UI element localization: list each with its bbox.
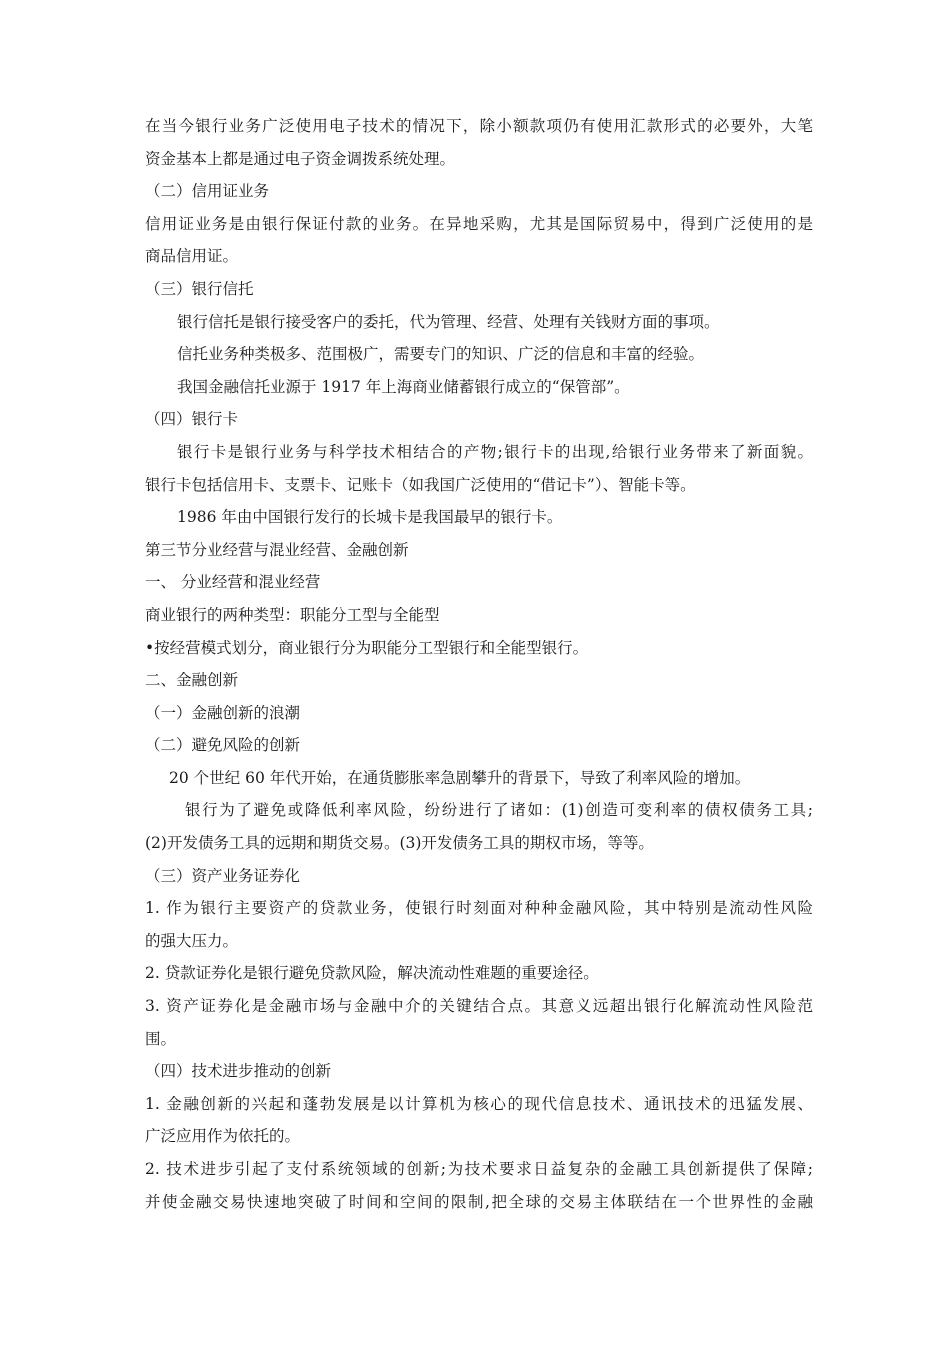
text-line: （三）资产业务证券化 <box>145 866 301 885</box>
text-line: 信托业务种类极多、范围极广，需要专门的知识、广泛的信息和丰富的经验。 <box>177 345 705 364</box>
text-line: 商业银行的两种类型：职能分工型与全能型 <box>145 605 440 624</box>
text-line: （二）信用证业务 <box>145 182 270 201</box>
text-line: (2)开发债务工具的远期和期货交易。(3)开发债务工具的期权市场，等等。 <box>145 834 654 853</box>
text-line: 银行信托是银行接受客户的委托，代为管理、经营、处理有关钱财方面的事项。 <box>177 312 720 331</box>
text-line: （一）金融创新的浪潮 <box>145 703 301 722</box>
text-line: 并使金融交易快速地突破了时间和空间的限制,把全球的交易主体联结在一个世界性的金融 <box>145 1192 813 1211</box>
text-line: （四）技术进步推动的创新 <box>145 1062 332 1081</box>
text-line: 1. 作为银行主要资产的贷款业务，使银行时刻面对种种金融风险，其中特别是流动性风险 <box>145 899 813 918</box>
text-line: 在当今银行业务广泛使用电子技术的情况下，除小额款项仍有使用汇款形式的必要外，大笔 <box>145 117 813 135</box>
text-line: 第三节分业经营与混业经营、金融创新 <box>145 540 409 559</box>
text-line: 广泛应用作为依托的。 <box>145 1127 301 1146</box>
text-line: 信用证业务是由银行保证付款的业务。在异地采购，尤其是国际贸易中，得到广泛使用的是 <box>145 214 813 233</box>
text-line: 围。 <box>145 1029 177 1048</box>
text-line: 银行为了避免或降低利率风险，纷纷进行了诸如：(1)创造可变利率的债权债务工具; <box>185 801 813 820</box>
text-line: （四）银行卡 <box>145 410 239 429</box>
text-line: 商品信用证。 <box>145 247 239 266</box>
text-line: 资金基本上都是通过电子资金调拨系统处理。 <box>145 149 456 168</box>
text-line: 20 个世纪 60 年代开始，在通货膨胀率急剧攀升的背景下，导致了利率风险的增加。 <box>169 768 751 787</box>
text-line: 2. 贷款证券化是银行避免贷款风险，解决流动性难题的重要途径。 <box>145 964 599 983</box>
text-line: 3. 资产证券化是金融市场与金融中介的关键结合点。其意义远超出银行化解流动性风险范 <box>145 997 813 1016</box>
text-line: 的强大压力。 <box>145 931 239 950</box>
text-line: 1986 年由中国银行发行的长城卡是我国最早的银行卡。 <box>177 508 563 527</box>
text-line: 银行卡是银行业务与科学技术相结合的产物;银行卡的出现,给银行业务带来了新面貌。 <box>177 442 813 461</box>
text-line: 二、金融创新 <box>145 671 239 690</box>
text-line: •按经营模式划分，商业银行分为职能分工型银行和全能型银行。 <box>145 638 589 657</box>
text-line: （二）避免风险的创新 <box>145 736 301 755</box>
text-line: 一、 分业经营和混业经营 <box>145 573 321 592</box>
text-line: 2. 技术进步引起了支付系统领域的创新;为技术要求日益复杂的金融工具创新提供了保障; <box>145 1160 813 1178</box>
document-body <box>145 110 813 1218</box>
text-line: 1. 金融创新的兴起和蓬勃发展是以计算机为核心的现代信息技术、通讯技术的迅猛发展、 <box>145 1094 813 1113</box>
text-line: 银行卡包括信用卡、支票卡、记账卡（如我国广泛使用的“借记卡”）、智能卡等。 <box>145 475 696 494</box>
text-line: 我国金融信托业源于 1917 年上海商业储蓄银行成立的“保管部”。 <box>177 377 630 396</box>
text-line: （三）银行信托 <box>145 279 254 298</box>
